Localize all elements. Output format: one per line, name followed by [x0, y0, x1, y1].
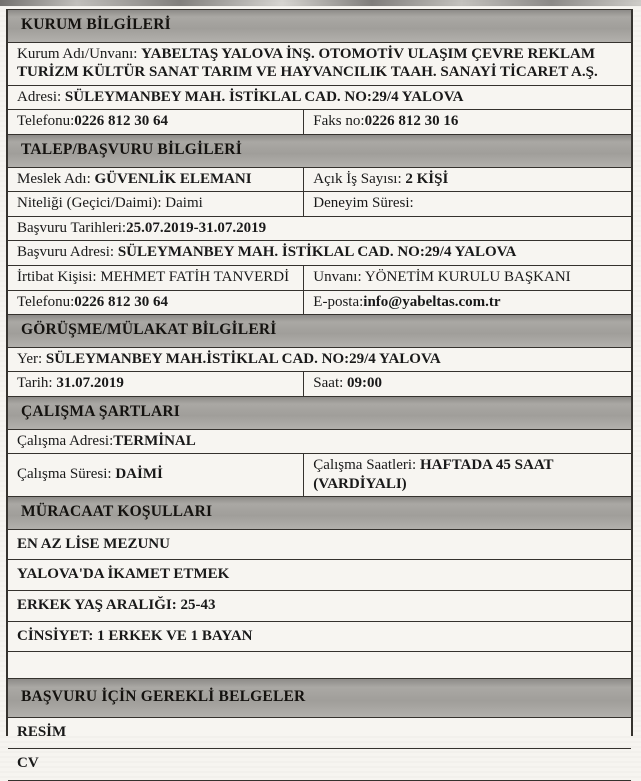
kurum-faks-value: 0226 812 30 16 — [364, 113, 459, 130]
row-basvuru-adresi — [8, 241, 631, 266]
section-header-kurum-bilgileri: KURUM BİLGİLERİ — [8, 10, 631, 43]
field-kurum-telefon — [8, 110, 303, 134]
calisma-adresi-label: Çalışma Adresi: — [17, 432, 114, 449]
unvani-value: YÖNETİM KURULU BAŞKANI — [364, 268, 571, 285]
field-calisma-adresi — [8, 430, 631, 454]
yer-value: SÜLEYMANBEY MAH.İSTİKLAL CAD. NO:29/4 YALOVA — [45, 350, 441, 367]
field-calisma-suresi — [8, 454, 303, 496]
section-header-muracaat-kosullari: MÜRACAAT KOŞULLARI — [8, 497, 631, 530]
niteligi-value: Daimi — [165, 195, 203, 212]
kosul-ikamet: YALOVA'DA İKAMET ETMEK — [17, 566, 230, 583]
field-saat — [303, 372, 631, 396]
section-header-gorusme-mulakat: GÖRÜŞME/MÜLAKAT BİLGİLERİ — [8, 315, 631, 348]
row-nitelik-deneyim — [8, 192, 631, 217]
row-kosul-4 — [8, 622, 631, 653]
field-meslek-adi — [8, 168, 303, 192]
row-kurum-adresi — [8, 86, 631, 111]
field-talep-telefon — [8, 291, 303, 315]
talep-telefon-label: Telefonu: — [17, 293, 75, 310]
row-belge-1 — [8, 718, 631, 750]
row-empty — [8, 652, 631, 679]
saat-label: Saat: — [313, 375, 348, 392]
kurum-adresi-label: Adresi: — [17, 88, 65, 105]
scan-artifact-top — [0, 0, 641, 6]
calisma-saatleri-value: HAFTADA 45 SAAT (VARDİYALI) — [313, 457, 554, 492]
calisma-saatleri-label: Çalışma Saatleri: — [313, 457, 420, 474]
acik-is-value: 2 KİŞİ — [405, 170, 449, 187]
kurum-telefon-value: 0226 812 30 64 — [74, 113, 169, 130]
tarih-value: 31.07.2019 — [56, 375, 124, 392]
row-kosul-3 — [8, 591, 631, 622]
field-basvuru-tarihleri — [8, 217, 631, 241]
row-sure-saatler — [8, 454, 631, 497]
field-kurum-adresi — [8, 86, 631, 110]
belge-cv: CV — [17, 755, 39, 772]
kurum-telefon-label: Telefonu: — [17, 113, 75, 130]
eposta-value: info@yabeltas.com.tr — [363, 293, 501, 310]
yer-label: Yer: — [17, 350, 46, 367]
talep-telefon-value: 0226 812 30 64 — [74, 293, 169, 310]
calisma-adresi-value: TERMİNAL — [113, 432, 196, 449]
field-calisma-saatleri — [303, 454, 631, 496]
field-eposta — [303, 291, 631, 315]
calisma-suresi-wrap — [17, 465, 163, 484]
calisma-suresi-label: Çalışma Süresi: — [17, 466, 116, 483]
row-tarih-saat — [8, 372, 631, 397]
kosul-egitim: EN AZ LİSE MEZUNU — [17, 535, 170, 552]
row-kosul-2 — [8, 560, 631, 591]
row-kurum-adi — [8, 43, 631, 86]
field-kurum-adi — [8, 43, 631, 85]
irtibat-value: MEHMET FATİH TANVERDİ — [100, 268, 290, 285]
meslek-adi-value: GÜVENLİK ELEMANI — [94, 170, 252, 187]
basvuru-tarihleri-value: 25.07.2019-31.07.2019 — [126, 219, 267, 236]
basvuru-adresi-value: SÜLEYMANBEY MAH. İSTİKLAL CAD. NO:29/4 YALOVA — [117, 244, 517, 261]
meslek-adi-label: Meslek Adı: — [17, 170, 95, 187]
belge-resim: RESİM — [17, 723, 67, 740]
kurum-adi-value: YABELTAŞ YALOVA İNŞ. OTOMOTİV ULAŞIM ÇEVRE REKLAM TURİZM KÜLTÜR SANAT TARIM VE HAYVANCILIK TAAH. SANAYİ TİCARET A.Ş. — [17, 45, 598, 81]
job-posting-form — [6, 9, 633, 772]
row-kosul-1 — [8, 530, 631, 561]
field-irtibat-kisisi — [8, 266, 303, 290]
field-kurum-faks — [303, 110, 631, 134]
row-basvuru-tarihleri — [8, 217, 631, 242]
deneyim-label: Deneyim Süresi: — [313, 195, 414, 212]
field-tarih — [8, 372, 303, 396]
irtibat-label: İrtibat Kişisi: — [17, 268, 101, 285]
row-meslek-acikis — [8, 168, 631, 193]
field-acik-is-sayisi — [303, 168, 631, 192]
eposta-label: E-posta: — [313, 293, 364, 310]
kurum-faks-label: Faks no: — [313, 113, 365, 130]
row-calisma-adresi — [8, 430, 631, 455]
field-yer — [8, 348, 631, 372]
row-gorusme-yer — [8, 348, 631, 373]
calisma-suresi-value: DAİMİ — [115, 466, 163, 483]
kosul-yas-araligi: ERKEK YAŞ ARALIĞI: 25-43 — [17, 597, 216, 614]
basvuru-adresi-label: Başvuru Adresi: — [17, 244, 118, 261]
kurum-adi-label: Kurum Adı/Unvanı: — [17, 45, 142, 62]
saat-value: 09:00 — [347, 375, 383, 392]
section-header-gerekli-belgeler: BAŞVURU İÇİN GEREKLİ BELGELER — [8, 679, 631, 718]
row-irtibat-unvan — [8, 266, 631, 291]
field-niteligi — [8, 192, 303, 216]
row-talep-telefon-eposta — [8, 291, 631, 316]
tarih-label: Tarih: — [17, 375, 57, 392]
niteligi-label: Niteliği (Geçici/Daimi): — [17, 195, 166, 212]
row-belge-2 — [8, 749, 631, 781]
field-unvani — [303, 266, 631, 290]
field-deneyim-suresi — [303, 192, 631, 216]
basvuru-tarihleri-label: Başvuru Tarihleri: — [17, 219, 127, 236]
section-header-calisma-sartlari: ÇALIŞMA ŞARTLARI — [8, 397, 631, 430]
section-header-talep-basvuru: TALEP/BAŞVURU BİLGİLERİ — [8, 135, 631, 168]
kosul-cinsiyet: CİNSİYET: 1 ERKEK VE 1 BAYAN — [17, 627, 253, 644]
unvani-label: Unvanı: — [313, 268, 365, 285]
row-kurum-telefon-faks — [8, 110, 631, 135]
kurum-adresi-value: SÜLEYMANBEY MAH. İSTİKLAL CAD. NO:29/4 YALOVA — [64, 88, 464, 105]
field-basvuru-adresi — [8, 241, 631, 265]
acik-is-label: Açık İş Sayısı: — [313, 170, 406, 187]
